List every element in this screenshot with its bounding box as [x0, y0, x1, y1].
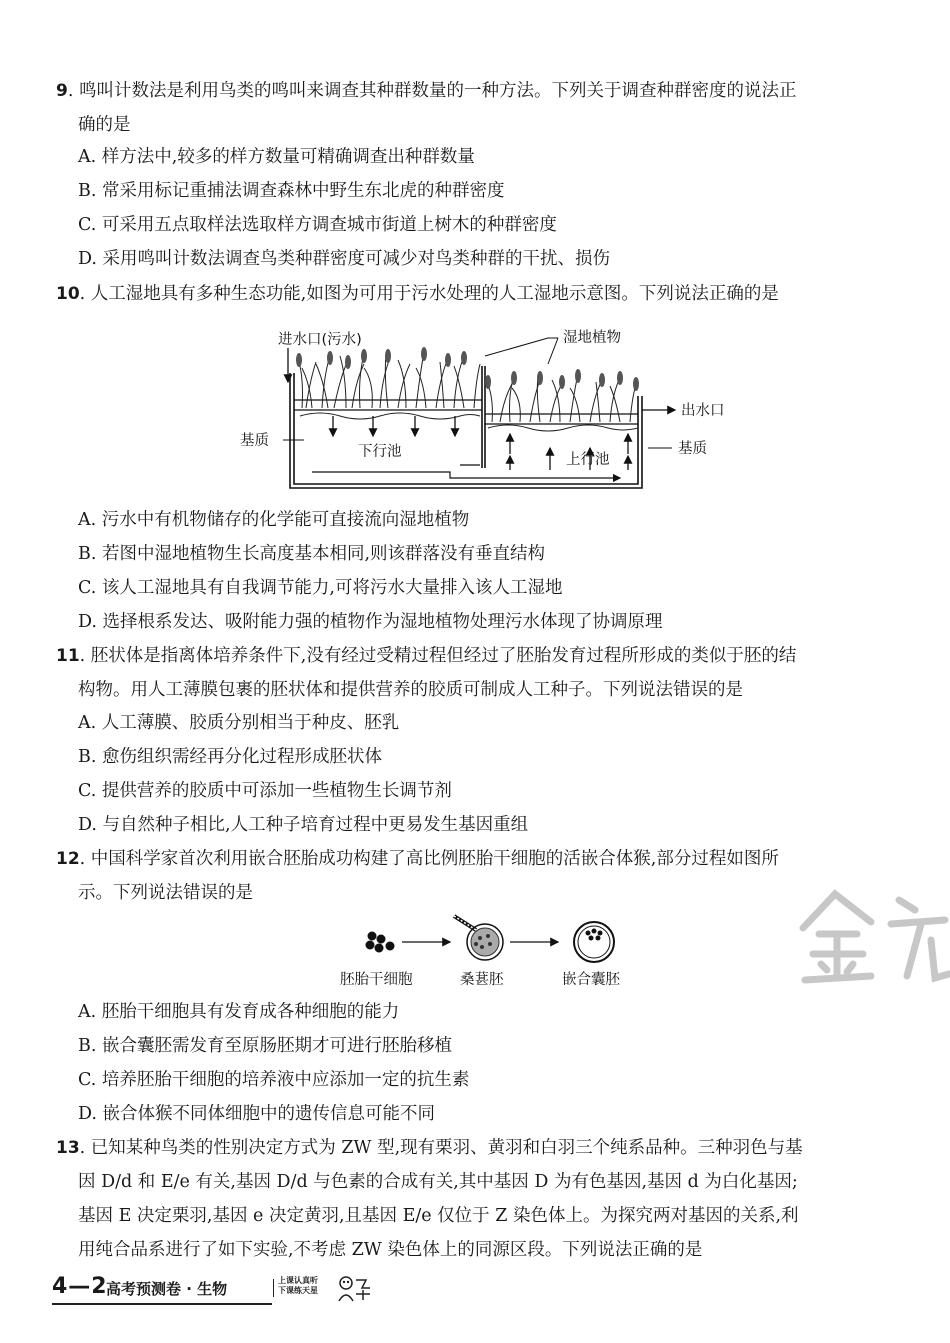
footer-slogan: 上课认真听 下课练天星 [278, 1276, 318, 1295]
question-stem-cont: 示。下列说法错误的是 [78, 883, 253, 903]
tank-outline [290, 366, 642, 488]
up-pool-label: 上行池 [566, 452, 610, 468]
option-d: D. 嵌合体猴不同体细胞中的遗传信息可能不同 [78, 1104, 436, 1124]
option-c: C. 培养胚胎干细胞的培养液中应添加一定的抗生素 [78, 1070, 470, 1090]
question-11 [56, 639, 896, 707]
question-stem-cont: 因 D/d 和 E/e 有关,基因 D/d 与色素的合成有关,其中基因 D 为有色基因,基因 d 为白化基因; [78, 1172, 798, 1192]
inlet-label: 进水口(污水) [278, 332, 362, 348]
question-stem: . 人工湿地具有多种生态功能,如图为可用于污水处理的人工湿地示意图。下列说法正确的是 [79, 284, 779, 304]
footer-underline [52, 1303, 272, 1305]
question-stem-cont: 用纯合品系进行了如下实验,不考虑 ZW 染色体上的同源区段。下列说法正确的是 [78, 1240, 703, 1260]
footer-title: 高考预测卷 · 生物 [106, 1280, 228, 1298]
question-number: 10 [56, 284, 80, 304]
question-stem-cont: 确的是 [78, 115, 131, 135]
option-b: B. 愈伤组织需经再分化过程形成胚状体 [78, 747, 382, 767]
footer-divider [273, 1279, 274, 1297]
option-c: C. 可采用五点取样法选取样方调查城市街道上树木的种群密度 [78, 215, 557, 235]
option-d: D. 选择根系发达、吸附能力强的植物作为湿地植物处理污水体现了协调原理 [78, 612, 663, 632]
plant-tufts-left [296, 347, 467, 369]
label-stem-cells: 胚胎干细胞 [340, 972, 413, 988]
question-stem: . 鸣叫计数法是利用鸟类的鸣叫来调查其种群数量的一种方法。下列关于调查种群密度的说法正 [67, 81, 797, 101]
option-d: D. 与自然种子相比,人工种子培育过程中更易发生基因重组 [78, 815, 529, 835]
question-stem: . 已知某种鸟类的性别决定方式为 ZW 型,现有栗羽、黄羽和白羽三个纯系品种。三种羽色与基 [79, 1138, 803, 1158]
label-morula: 桑葚胚 [460, 972, 504, 988]
watermark-logo [795, 880, 950, 990]
morula-icon [454, 916, 503, 960]
substrate-right-label: 基质 [678, 441, 707, 457]
question-13 [56, 1131, 896, 1267]
leader-lines [283, 338, 672, 448]
question-number: 9 [56, 81, 68, 101]
option-b: B. 嵌合囊胚需发育至原肠胚期才可进行胚胎移植 [78, 1036, 452, 1056]
option-c: C. 该人工湿地具有自我调节能力,可将污水大量排入该人工湿地 [78, 578, 563, 598]
question-stem-cont: 构物。用人工薄膜包裹的胚状体和提供营养的胶质可制成人工种子。下列说法错误的是 [78, 680, 743, 700]
option-a: A. 人工薄膜、胶质分别相当于种皮、胚乳 [78, 713, 400, 733]
question-12 [56, 842, 896, 910]
mascot-logo-icon [334, 1274, 374, 1304]
option-b: B. 常采用标记重捕法调查森林中野生东北虎的种群密度 [78, 181, 505, 201]
question-10 [56, 277, 896, 311]
wetland-diagram [230, 318, 750, 503]
substrate-left-label: 基质 [240, 433, 269, 449]
outlet-label: 出水口 [681, 403, 725, 419]
option-c: C. 提供营养的胶质中可添加一些植物生长调节剂 [78, 781, 452, 801]
question-stem-cont: 基因 E 决定栗羽,基因 e 决定黄羽,且基因 E/e 仅位于 Z 染色体上。为探究两对基因的关系,利 [78, 1206, 799, 1226]
question-number: 13 [56, 1138, 80, 1158]
option-b: B. 若图中湿地植物生长高度基本相同,则该群落没有垂直结构 [78, 544, 546, 564]
question-9 [56, 74, 896, 142]
question-stem: . 中国科学家首次利用嵌合胚胎成功构建了高比例胚胎干细胞的活嵌合体猴,部分过程如图所 [79, 849, 779, 869]
question-number: 11 [56, 646, 80, 666]
blastocyst-icon [574, 922, 614, 962]
down-pool-label: 下行池 [358, 444, 402, 460]
option-a: A. 污水中有机物储存的化学能可直接流向湿地植物 [78, 510, 470, 530]
question-stem: . 胚状体是指离体培养条件下,没有经过受精过程但经过了胚胎发育过程所形成的类似于胚的结 [79, 646, 797, 666]
embryo-process-diagram [330, 910, 650, 995]
question-number: 12 [56, 849, 80, 869]
page-footer [52, 1274, 452, 1314]
page-number: 4—2 [52, 1274, 108, 1299]
stem-cells-icon [366, 932, 395, 953]
plants-label: 湿地植物 [563, 330, 621, 346]
option-a: A. 样方法中,较多的样方数量可精确调查出种群数量 [78, 147, 475, 167]
option-a: A. 胚胎干细胞具有发育成各种细胞的能力 [78, 1002, 400, 1022]
label-blastocyst: 嵌合囊胚 [562, 972, 620, 988]
option-d: D. 采用鸣叫计数法调查鸟类种群密度可减少对鸟类种群的干扰、损伤 [78, 249, 611, 269]
